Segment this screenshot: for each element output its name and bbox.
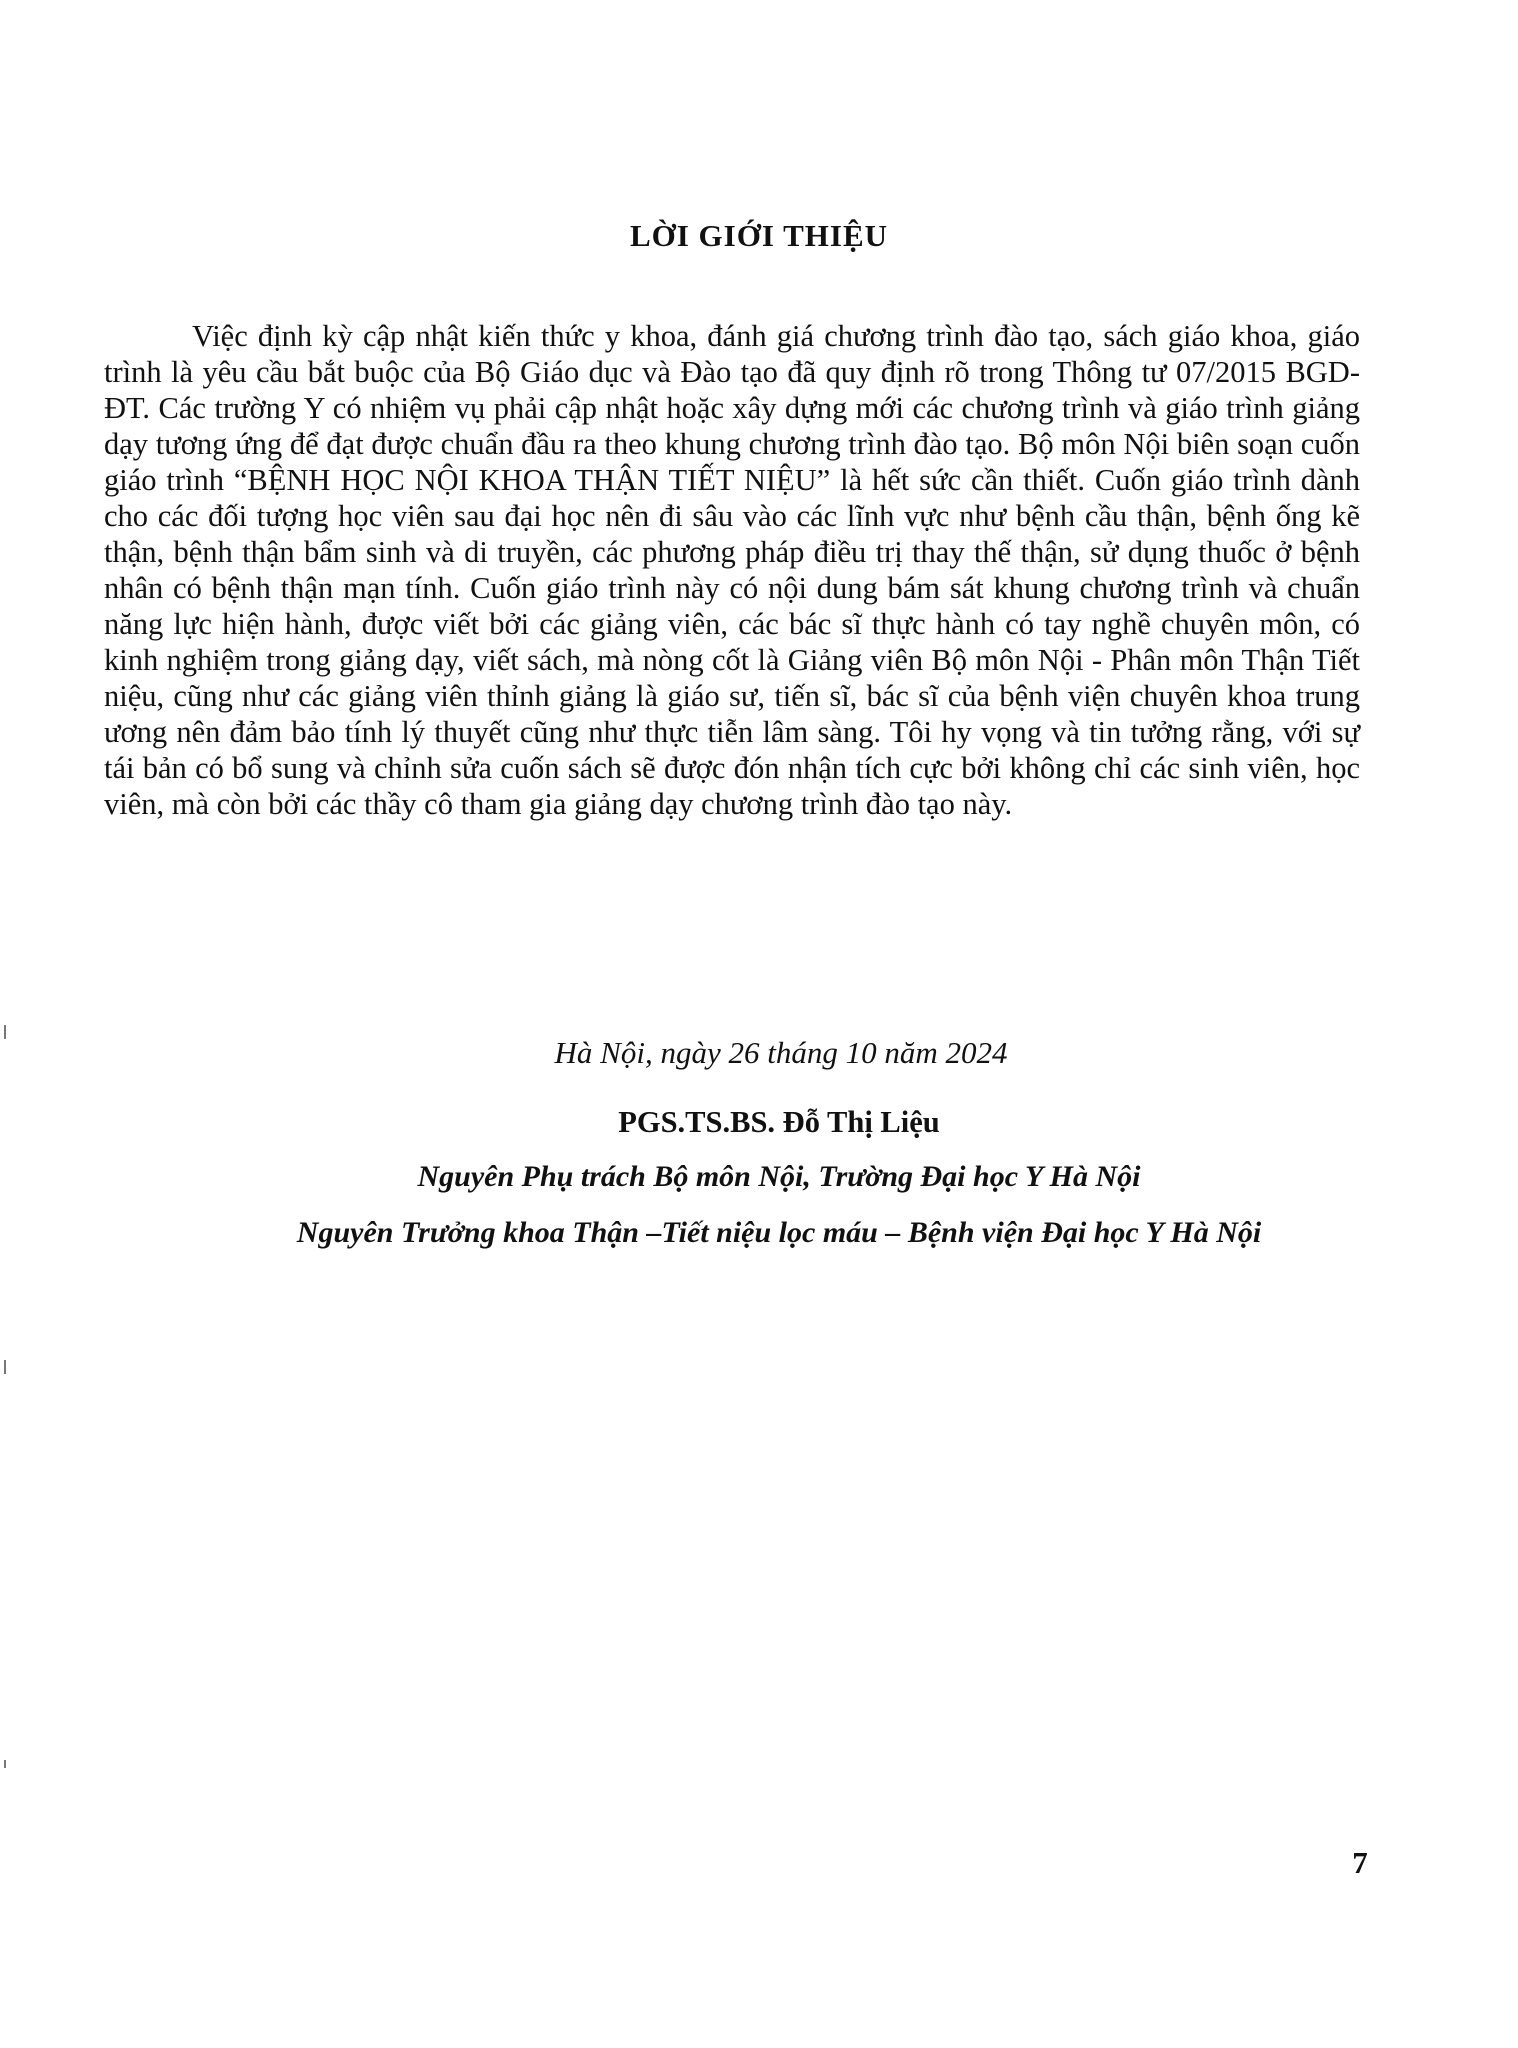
scan-edge-mark bbox=[4, 1360, 6, 1374]
scan-edge-mark bbox=[4, 1760, 6, 1768]
author-role-2: Nguyên Trưởng khoa Thận –Tiết niệu lọc máu – Bệnh viện Đại học Y Hà Nội bbox=[296, 1216, 1262, 1249]
date-line: Hà Nội, ngày 26 tháng 10 năm 2024 bbox=[554, 1035, 1008, 1070]
page-title: LỜI GIỚI THIỆU bbox=[629, 218, 889, 253]
author-role-1: Nguyên Phụ trách Bộ môn Nội, Trường Đại học Y Hà Nội bbox=[417, 1160, 1141, 1193]
body-paragraph: Việc định kỳ cập nhật kiến thức y khoa, đánh giá chương trình đào tạo, sách giáo khoa, giáo trình là yêu cầu bắt buộc của Bộ Giáo dục và Đào tạo đã quy định rõ trong Thông tư 07/2015 BGD-ĐT. Các trường Y có nhiệm vụ phải cập nhật hoặc xây dựng mới các chương trình và giáo trình giảng dạy tương ứng để đạt được chuẩn đầu ra theo khung chương trình đào tạo. Bộ môn Nội biên soạn cuốn giáo trình “BỆNH HỌC NỘI KHOA THẬN TIẾT NIỆU” là hết sức cần thiết. Cuốn giáo trình dành cho các đối tượng học viên sau đại học nên đi sâu vào các lĩnh vực như bệnh cầu thận, bệnh ống kẽ thận, bệnh thận bẩm sinh và di truyền, các phương pháp điều trị thay thế thận, sử dụng thuốc ở bệnh nhân có bệnh thận mạn tính. Cuốn giáo trình này có nội dung bám sát khung chương trình và chuẩn năng lực hiện hành, được viết bởi các giảng viên, các bác sĩ thực hành có tay nghề chuyên môn, có kinh nghiệm trong giảng dạy, viết sách, mà nòng cốt là Giảng viên Bộ môn Nội - Phân môn Thận Tiết niệu, cũng như các giảng viên thỉnh giảng là giáo sư, tiến sĩ, bác sĩ của bệnh viện chuyên khoa trung ương nên đảm bảo tính lý thuyết cũng như thực tiễn lâm sàng. Tôi hy vọng và tin tưởng rằng, với sự tái bản có bổ sung và chỉnh sửa cuốn sách sẽ được đón nhận tích cực bởi không chỉ các sinh viên, học viên, mà còn bởi các thầy cô tham gia giảng dạy chương trình đào tạo này. bbox=[104, 319, 1360, 821]
author-name: PGS.TS.BS. Đỗ Thị Liệu bbox=[618, 1105, 940, 1139]
page-number: 7 bbox=[1352, 1845, 1368, 1880]
